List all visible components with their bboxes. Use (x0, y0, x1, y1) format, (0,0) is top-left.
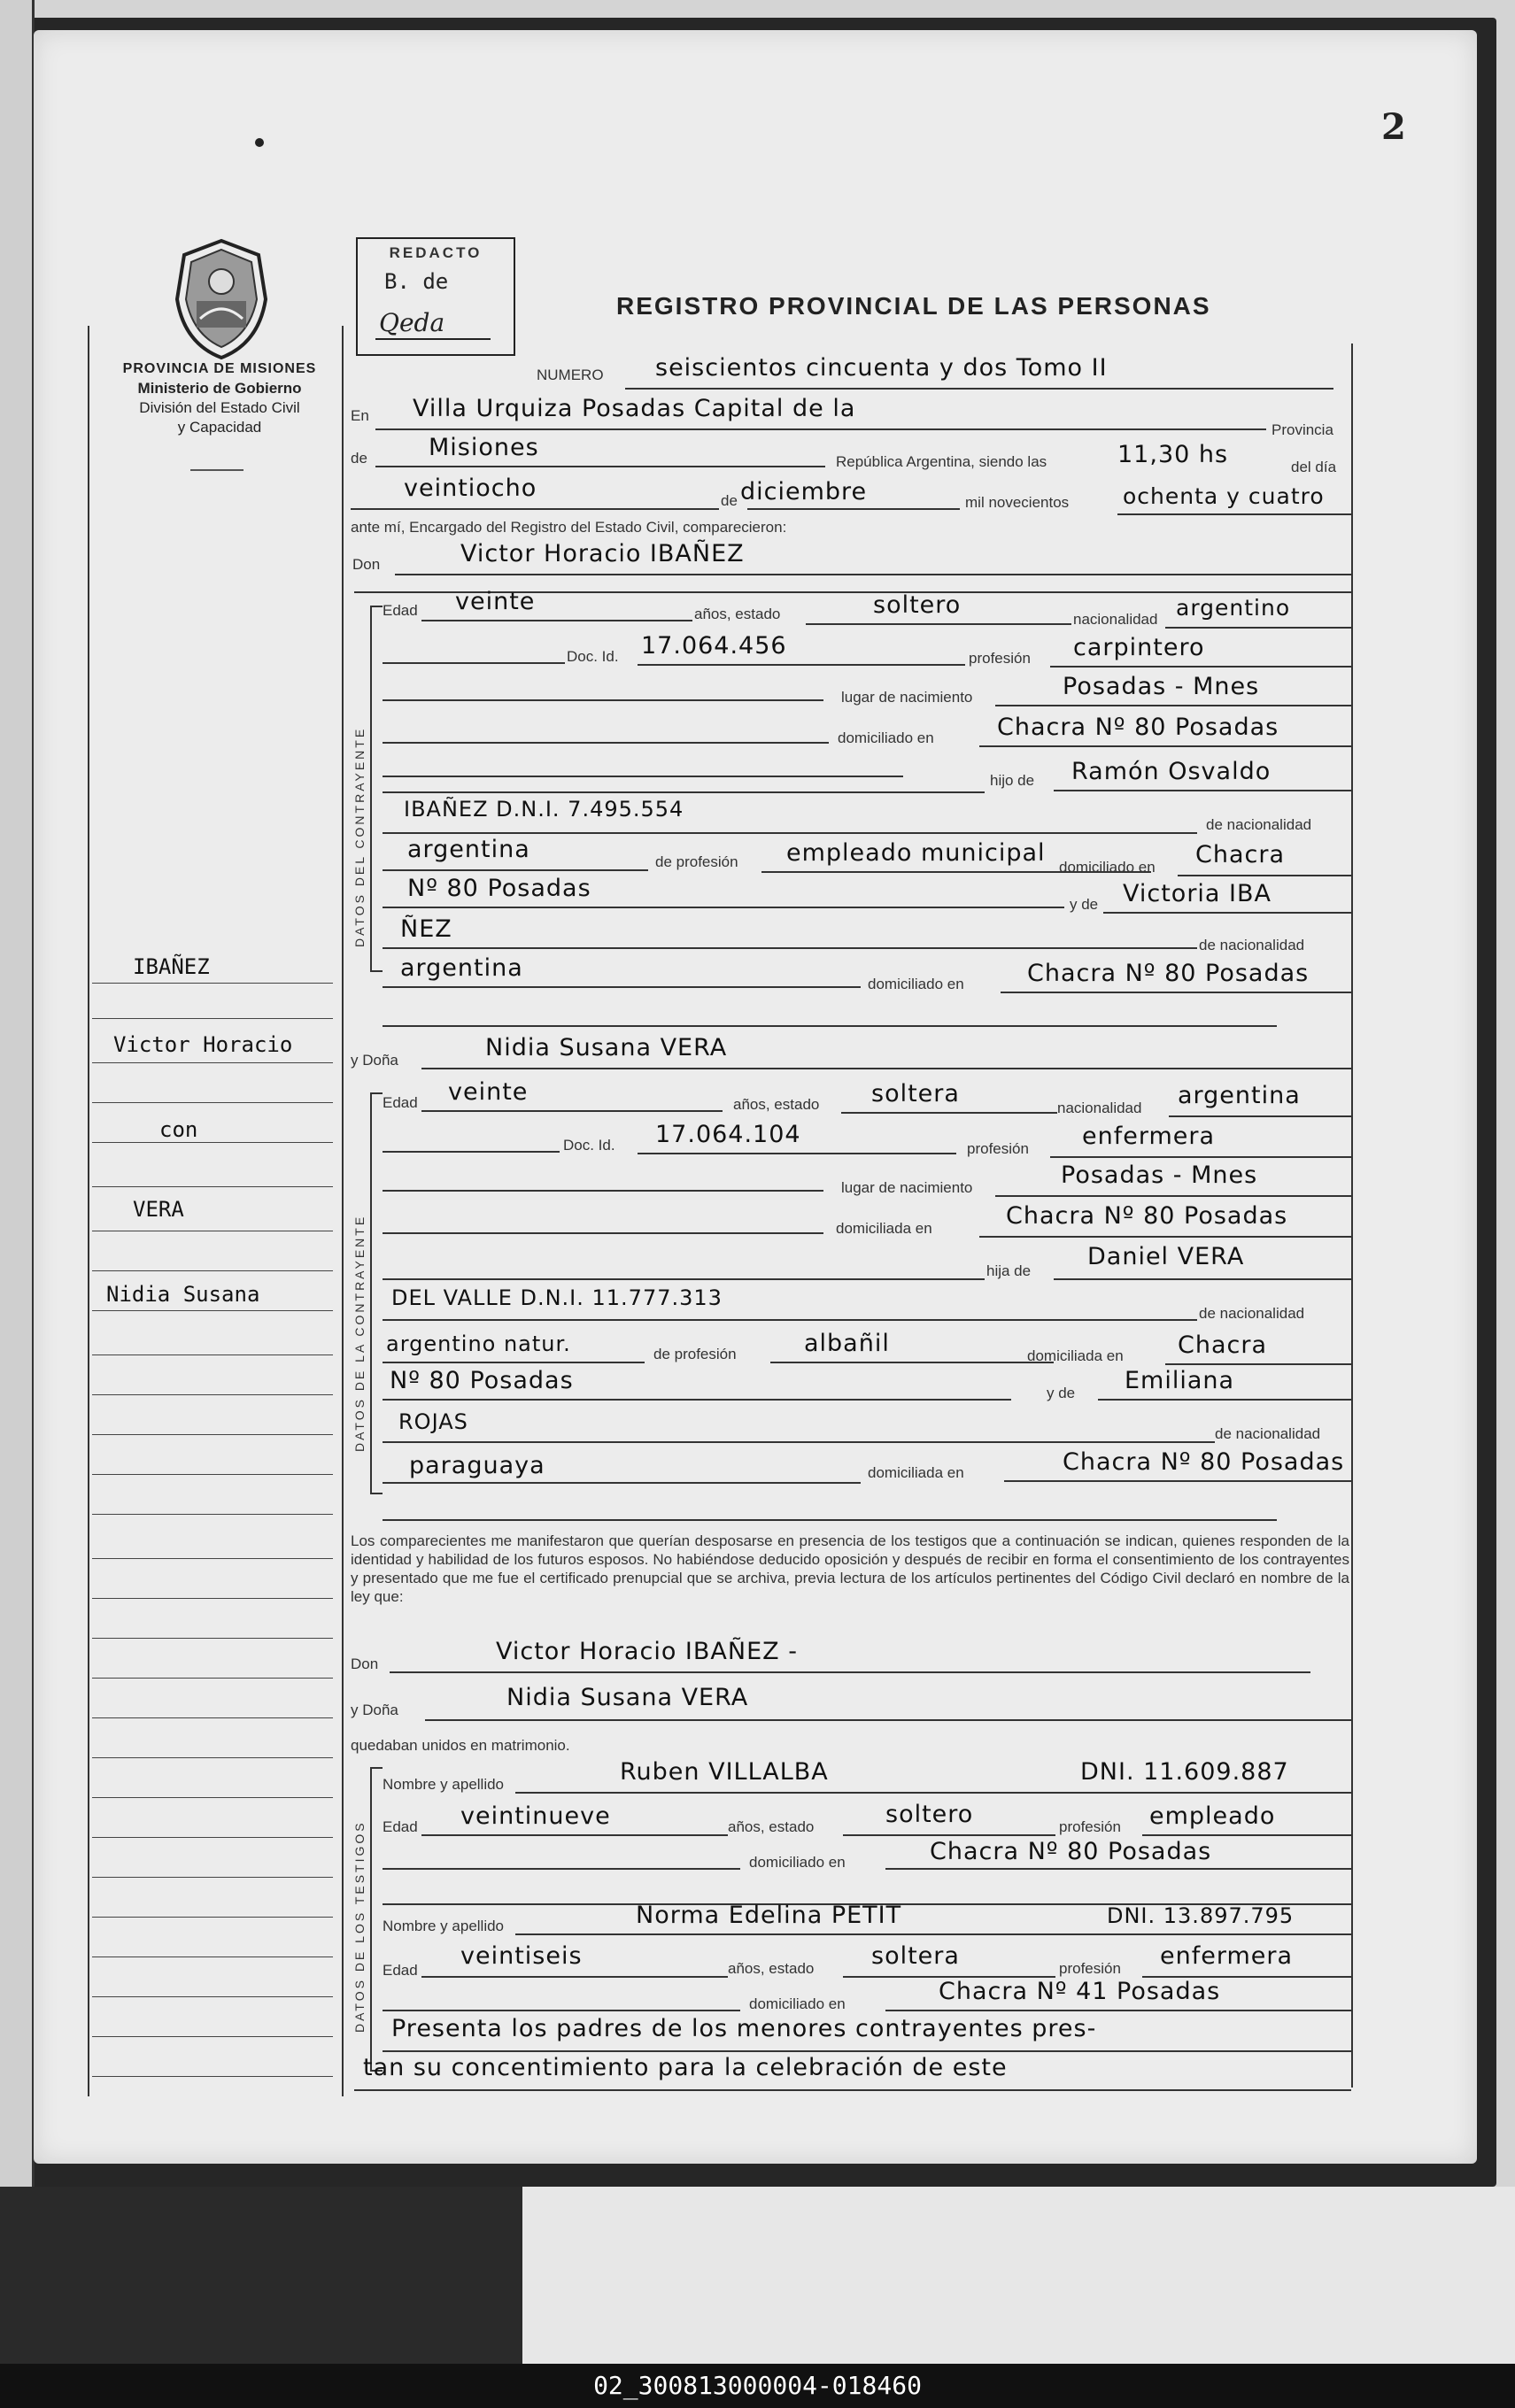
bride-prof-line (1050, 1156, 1351, 1158)
provincial-crest-icon (170, 237, 273, 361)
groom-madre-value: Victoria IBA (1123, 880, 1272, 907)
bride-dom-pre-line (383, 1232, 823, 1234)
margin-line (92, 983, 333, 984)
bride-madre-value: Emiliana (1125, 1367, 1235, 1394)
groom-hijo-pre-line-2 (383, 791, 985, 793)
groom-madre-pre-line (383, 907, 1064, 908)
groom-madre-value-2: ÑEZ (400, 915, 452, 943)
groom-lugar-label: lugar de nacimiento (841, 689, 973, 706)
province-name: PROVINCIA DE MISIONES (122, 361, 317, 376)
bride-end-line (383, 1519, 1277, 1521)
bride-brace (370, 1092, 383, 1494)
groom-end-line (383, 1025, 1277, 1027)
bride-padre-dom-value-2: Nº 80 Posadas (390, 1367, 574, 1394)
bride-padre-dom-line (1165, 1363, 1351, 1365)
groom-doc-pre-line (383, 662, 565, 664)
margin-line (92, 1678, 333, 1679)
t1-edad-value: veintinueve (460, 1802, 611, 1830)
bride-padre-nac-line (383, 1362, 645, 1363)
margin-name-1: Victor Horacio (113, 1032, 293, 1057)
del-dia-label: del día (1291, 459, 1337, 475)
bride-padre-line-2 (383, 1319, 1197, 1321)
bride-madre-nac-line (383, 1482, 861, 1484)
groom-hijo-pre-line (383, 776, 903, 777)
witness-vertical-label: DATOS DE LOS TESTIGOS (352, 1820, 367, 2033)
dona-final-label: y Doña (351, 1702, 398, 1718)
bride-anos-label: años, estado (733, 1096, 820, 1113)
groom-doc-line (638, 664, 965, 666)
t1-prof-value: empleado (1149, 1802, 1276, 1830)
bride-padre-prof-value: albañil (804, 1330, 890, 1357)
margin-line (92, 1018, 333, 1019)
redacto-label: REDACTO (389, 244, 483, 261)
groom-padre-dom-value-2: Nº 80 Posadas (407, 875, 591, 902)
groom-padre-nac-line (383, 869, 648, 871)
bride-padre-prof-line (770, 1362, 1054, 1363)
republica-label: República Argentina, siendo las (836, 453, 1047, 470)
t2-dom-label: domiciliado en (749, 1995, 846, 2012)
margin-line (92, 1956, 333, 1957)
margin-line (92, 1797, 333, 1798)
t2-nombre-value: Norma Edelina PETIT (636, 1902, 902, 1929)
de-label: de (351, 450, 367, 467)
groom-padre-prof-value: empleado municipal (786, 839, 1046, 867)
redacto-hw2: Qeda (379, 308, 445, 337)
scan-filename: 02_300813000004-018460 (0, 2364, 1515, 2408)
margin-line (92, 1310, 333, 1311)
groom-padre-dom-value: Chacra (1195, 841, 1286, 868)
groom-padre-value: Ramón Osvaldo (1071, 758, 1272, 785)
t1-estado-value: soltero (885, 1801, 974, 1828)
previous-page-edge (0, 0, 35, 2187)
bride-madre-dom-label: domiciliada en (868, 1464, 964, 1481)
don-label: Don (352, 556, 381, 573)
margin-line (92, 1142, 333, 1143)
t1-prof-label: profesión (1059, 1818, 1121, 1835)
dona-line (421, 1068, 1351, 1069)
margin-line (92, 2036, 333, 2037)
de-value: Misiones (429, 434, 539, 461)
quedaban-label: quedaban unidos en matrimonio. (351, 1737, 570, 1754)
groom-padre-prof-label: de profesión (655, 853, 738, 870)
margin-line (92, 1638, 333, 1639)
bride-padre-nac-value: argentino natur. (386, 1331, 571, 1356)
bride-padre-nac-label: de nacionalidad (1199, 1305, 1305, 1322)
dona-label: y Doña (351, 1052, 398, 1069)
t1-anos-label: años, estado (728, 1818, 815, 1835)
t2-nombre-line (515, 1933, 1351, 1935)
margin-line (92, 1837, 333, 1838)
ante-mi-label: ante mí, Encargado del Registro del Estado Civil, comparecieron: (351, 519, 787, 536)
t1-nombre-label: Nombre y apellido (383, 1776, 505, 1793)
bride-lugar-pre-line (383, 1190, 823, 1192)
bride-prof-value: enfermera (1082, 1123, 1216, 1150)
t1-doc-value: DNI. 11.609.887 (1080, 1758, 1289, 1786)
groom-madre-nac-value: argentina (400, 954, 523, 982)
provincia-label: Provincia (1272, 421, 1333, 438)
groom-nac-value: argentino (1176, 595, 1291, 621)
form-right-rule (1351, 343, 1353, 2088)
bride-nac-label: nacionalidad (1057, 1100, 1142, 1116)
margin-con: con (159, 1117, 198, 1142)
note-underline-1 (383, 2050, 1351, 2052)
dona-final-line (425, 1719, 1351, 1721)
ministry-name: Ministerio de Gobierno (137, 380, 302, 397)
margin-line (92, 1757, 333, 1758)
bride-hija-line (1054, 1278, 1351, 1280)
bride-edad-value: veinte (448, 1078, 529, 1106)
t2-prof-value: enfermera (1160, 1942, 1294, 1970)
dia-value: veintiocho (404, 475, 537, 502)
bride-prof-label: profesión (967, 1140, 1029, 1157)
dona-final-value: Nidia Susana VERA (506, 1684, 749, 1711)
bride-estado-line (841, 1112, 1057, 1114)
groom-doc-label: Doc. Id. (567, 648, 619, 665)
bride-padre-value-2: DEL VALLE D.N.I. 11.777.313 (391, 1285, 723, 1310)
groom-madre-dom-line (1001, 992, 1351, 993)
legal-paragraph: Los comparecientes me manifestaron que querían desposarse en presencia de los testigos que a continuación se indican, quienes responden de la identidad y habilidad de los futuros esposos. No habiéndose deducido oposición y después de recibir en forma el consentimiento de los contrayentes y presentado que me fue el certificado prenupcial que se archiva, previa lectura de los artículos pertinentes del Código Civil declaró en nombre de la ley que: (351, 1532, 1349, 1605)
mes-line (747, 508, 960, 510)
groom-lugar-pre-line (383, 699, 823, 701)
margin-line (92, 1598, 333, 1599)
margin-line (92, 1270, 333, 1271)
don-value: Victor Horacio IBAÑEZ (460, 540, 745, 567)
ink-dot (255, 138, 264, 147)
witness-brace (370, 1767, 383, 2072)
t2-edad-value: veintiseis (460, 1942, 583, 1970)
numero-line (625, 388, 1333, 390)
groom-nac-line (1165, 627, 1351, 629)
t1-prof-line (1142, 1834, 1351, 1836)
margin-line (92, 1102, 333, 1103)
mil-novecientos-label: mil novecientos (965, 494, 1070, 511)
don-final-line (390, 1671, 1310, 1673)
groom-padre-nac-label: de nacionalidad (1206, 816, 1312, 833)
en-label: En (351, 407, 369, 424)
groom-padre-dom-label: domiciliado en (1059, 859, 1156, 876)
t1-dom-label: domiciliado en (749, 1854, 846, 1871)
bride-doc-pre-line (383, 1151, 560, 1153)
ministry-header (96, 359, 344, 437)
redacto-stamp (356, 237, 515, 356)
page-number: 2 (1381, 106, 1406, 148)
margin-line (92, 1354, 333, 1355)
bride-edad-line (421, 1110, 723, 1112)
t2-dom-line (885, 2010, 1351, 2011)
note-line-2: tan su concentimiento para la celebración de este (363, 2054, 1008, 2081)
groom-anos-label: años, estado (694, 606, 781, 622)
bride-madre-nac-value: paraguaya (409, 1452, 545, 1479)
groom-padre-dom-line (1178, 875, 1351, 876)
mes-value: diciembre (740, 478, 868, 506)
bride-dom-line (979, 1236, 1351, 1238)
t1-nombre-line (515, 1792, 1351, 1794)
don-line (395, 574, 1351, 575)
groom-prof-value: carpintero (1073, 634, 1205, 661)
bride-madre-line-2 (383, 1441, 1215, 1443)
bride-padre-dom-value: Chacra (1178, 1331, 1268, 1359)
groom-madre-line-2 (383, 947, 1197, 949)
bride-yde-label: y de (1047, 1385, 1076, 1401)
groom-doc-value: 17.064.456 (641, 632, 787, 660)
margin-line (92, 1062, 333, 1063)
bride-padre-prof-label: de profesión (653, 1346, 737, 1362)
scanner-light-area (522, 2187, 1515, 2364)
note-line-1: Presenta los padres de los menores contrayentes pres- (391, 2015, 1097, 2042)
hora-value: 11,30 hs (1117, 441, 1229, 468)
margin-line (92, 1558, 333, 1559)
bride-padre-dom-label: domiciliada en (1027, 1347, 1124, 1364)
groom-edad-label: Edad (383, 602, 418, 619)
numero-value: seiscientos cincuenta y dos Tomo II (655, 354, 1108, 382)
bride-lugar-value: Posadas - Mnes (1061, 1162, 1258, 1189)
en-line (375, 428, 1266, 430)
numero-label: NUMERO (537, 367, 604, 383)
de-mes-label: de (721, 492, 738, 509)
t2-edad-label: Edad (383, 1962, 418, 1979)
bride-madre-dom-line (1004, 1480, 1351, 1482)
margin-line (92, 1186, 333, 1187)
groom-madre-dom-label: domiciliado en (868, 976, 964, 992)
bride-dom-label: domiciliada en (836, 1220, 932, 1237)
margin-line (92, 1877, 333, 1878)
groom-dom-line (979, 745, 1351, 747)
margin-line (92, 2076, 333, 2077)
groom-dom-pre-line (383, 742, 829, 744)
margin-line (92, 1717, 333, 1718)
dia-line (351, 508, 719, 510)
margin-line (92, 1917, 333, 1918)
margin-surname-1: IBAÑEZ (133, 954, 210, 979)
bride-dom-value: Chacra Nº 80 Posadas (1006, 1202, 1288, 1230)
bride-madre-nac-label: de nacionalidad (1215, 1425, 1321, 1442)
groom-madre-dom-value: Chacra Nº 80 Posadas (1027, 960, 1310, 987)
bride-madre-dom-value: Chacra Nº 80 Posadas (1063, 1448, 1345, 1476)
bride-vertical-label: DATOS DE LA CONTRAYENTE (352, 1214, 367, 1452)
groom-lugar-value: Posadas - Mnes (1063, 673, 1260, 700)
t2-prof-label: profesión (1059, 1960, 1121, 1977)
anio-line (1117, 513, 1351, 515)
en-value: Villa Urquiza Posadas Capital de la (413, 395, 856, 422)
t2-dom-pre-line (383, 2010, 740, 2011)
groom-padre-line-2 (383, 832, 1197, 834)
margin-line (92, 1474, 333, 1475)
capacity-name: y Capacidad (177, 419, 262, 436)
groom-lugar-line (995, 705, 1351, 706)
don-final-value: Victor Horacio IBAÑEZ - (496, 1638, 798, 1665)
t2-dom-value: Chacra Nº 41 Posadas (939, 1978, 1221, 2005)
t1-edad-line (421, 1834, 728, 1836)
t2-estado-value: soltera (871, 1942, 960, 1970)
groom-hijo-label: hijo de (990, 772, 1035, 789)
redacto-hw1: B. de (384, 269, 449, 294)
anio-value: ochenta y cuatro (1123, 483, 1325, 509)
groom-padre-nac-value: argentina (407, 836, 530, 863)
dona-value: Nidia Susana VERA (485, 1034, 728, 1061)
groom-vertical-label: DATOS DEL CONTRAYENTE (352, 726, 367, 947)
division-name: División del Estado Civil (139, 399, 300, 416)
groom-madre-line (1103, 912, 1351, 914)
bride-madre-line (1098, 1399, 1351, 1401)
t1-nombre-value: Ruben VILLALBA (620, 1758, 829, 1786)
margin-line (92, 1996, 333, 1997)
groom-hijo-line (1054, 790, 1351, 791)
groom-nac-label: nacionalidad (1073, 611, 1158, 628)
groom-estado-line (806, 623, 1071, 625)
de-line (375, 466, 825, 467)
redacto-underline (375, 338, 491, 340)
bride-doc-line (638, 1153, 956, 1154)
bride-madre-value-2: ROJAS (398, 1409, 468, 1434)
bride-nac-line (1169, 1115, 1351, 1117)
margin-left-rule (88, 326, 89, 2096)
groom-padre-value-2: IBAÑEZ D.N.I. 7.495.554 (404, 797, 684, 822)
bride-nac-value: argentina (1178, 1082, 1301, 1109)
bride-lugar-line (995, 1195, 1351, 1197)
margin-name-2: Nidia Susana (106, 1282, 260, 1307)
t2-nombre-label: Nombre y apellido (383, 1918, 505, 1934)
document-title: REGISTRO PROVINCIAL DE LAS PERSONAS (616, 292, 1211, 320)
bride-doc-value: 17.064.104 (655, 1121, 801, 1148)
t1-dom-value: Chacra Nº 80 Posadas (930, 1838, 1212, 1865)
groom-prof-line (1050, 666, 1351, 668)
t1-estado-line (843, 1834, 1055, 1836)
bride-doc-label: Doc. Id. (563, 1137, 615, 1154)
groom-estado-value: soltero (873, 591, 962, 619)
groom-brace (370, 606, 383, 972)
bride-padre-value: Daniel VERA (1087, 1243, 1245, 1270)
bride-edad-label: Edad (383, 1094, 418, 1111)
margin-line (92, 1394, 333, 1395)
t1-dom-pre-line (383, 1868, 740, 1870)
groom-edad-line (421, 620, 692, 621)
don-final-label: Don (351, 1656, 379, 1672)
groom-prof-label: profesión (969, 650, 1031, 667)
groom-yde-label: y de (1070, 896, 1099, 913)
t2-anos-label: años, estado (728, 1960, 815, 1977)
bride-hija-label: hija de (986, 1262, 1032, 1279)
bride-madre-pre-line (383, 1399, 1011, 1401)
groom-dom-label: domiciliado en (838, 729, 934, 746)
bride-hija-pre-line (383, 1278, 985, 1280)
t2-doc-value: DNI. 13.897.795 (1107, 1903, 1295, 1928)
bride-lugar-label: lugar de nacimiento (841, 1179, 973, 1196)
t1-dom-line (885, 1868, 1351, 1870)
groom-madre-nac-label: de nacionalidad (1199, 937, 1305, 953)
margin-surname-2: VERA (133, 1197, 184, 1222)
t1-edad-label: Edad (383, 1818, 418, 1835)
groom-edad-value: veinte (455, 588, 536, 615)
groom-madre-nac-line (383, 986, 861, 988)
margin-line (92, 1514, 333, 1515)
t2-edad-line (421, 1976, 728, 1978)
note-underline-2 (354, 2089, 1351, 2091)
header-divider (190, 469, 243, 471)
margin-right-rule (342, 326, 344, 2096)
bride-estado-value: soltera (871, 1080, 960, 1108)
margin-line (92, 1434, 333, 1435)
groom-dom-value: Chacra Nº 80 Posadas (997, 714, 1279, 741)
